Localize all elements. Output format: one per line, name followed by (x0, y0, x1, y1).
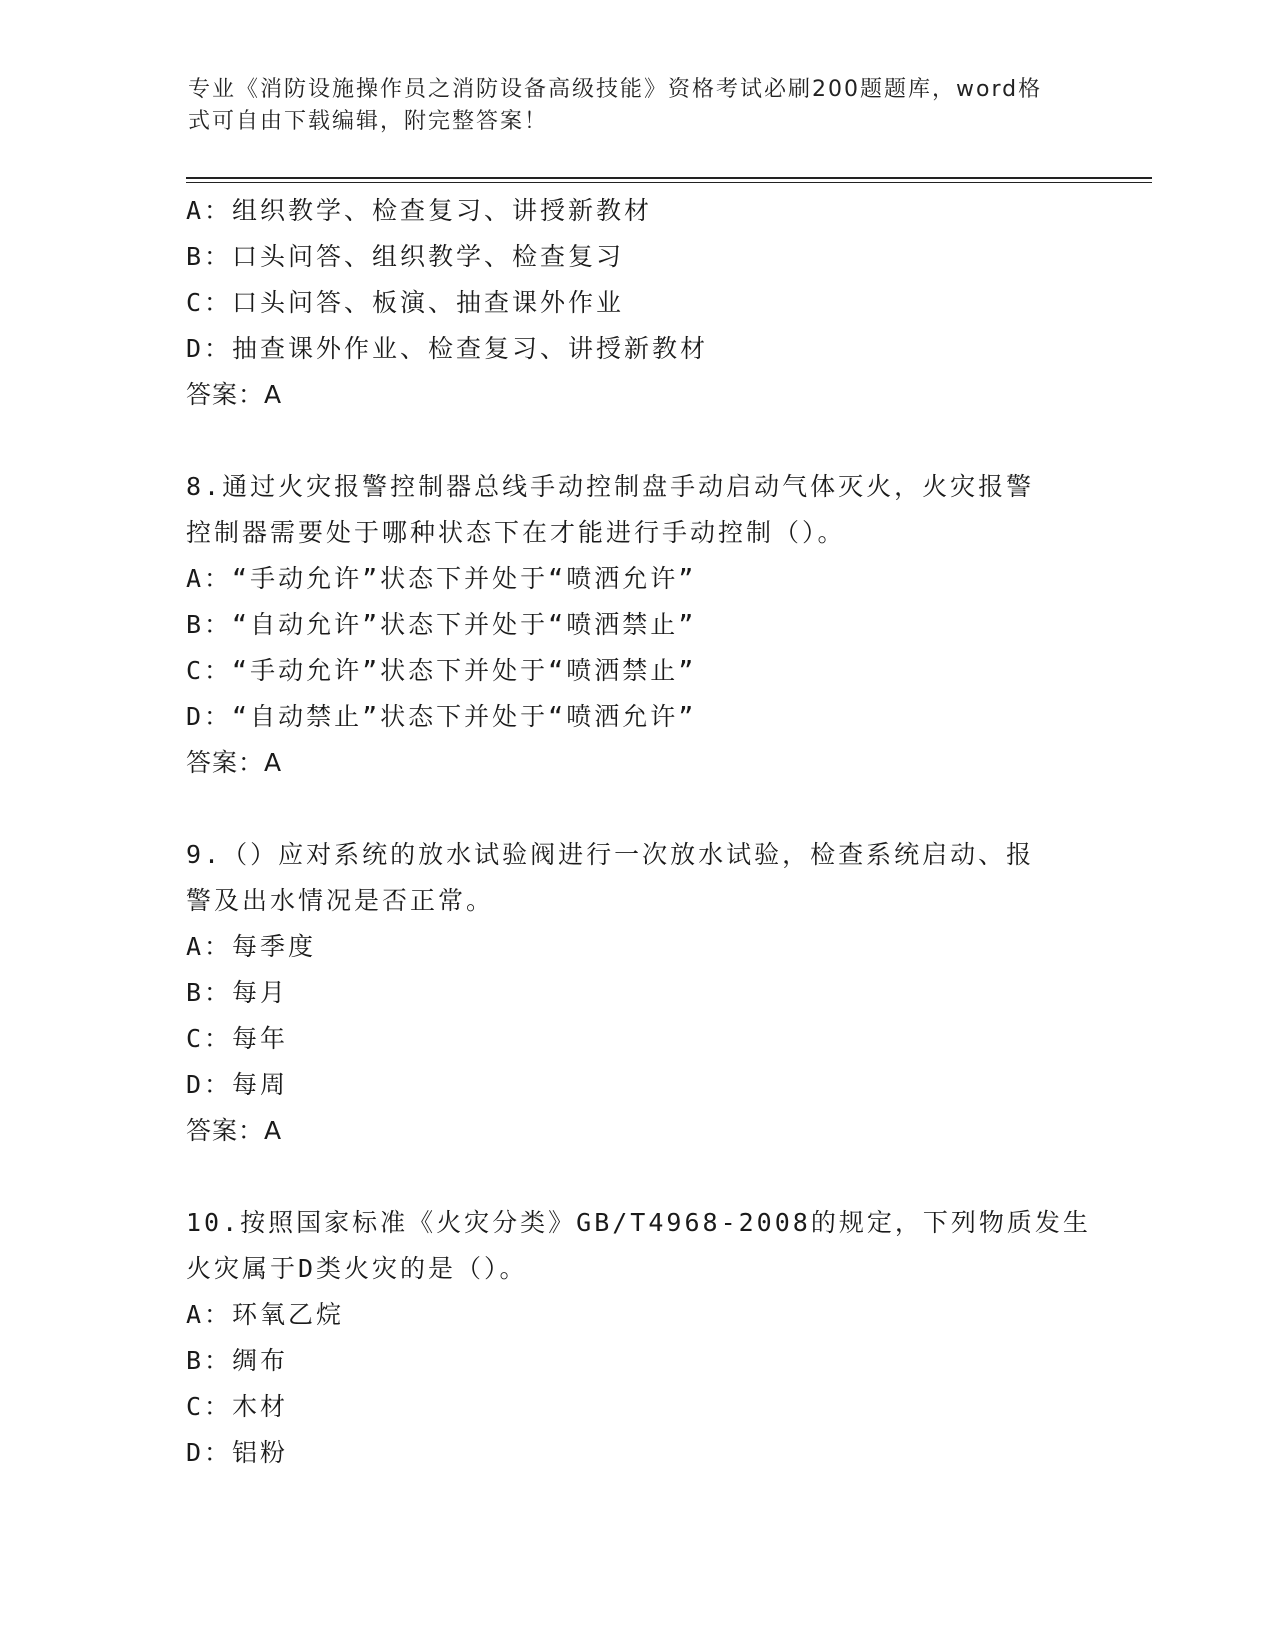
option-c: C：口头问答、板演、抽查课外作业 (186, 288, 625, 317)
option-d: D：铝粉 (186, 1438, 289, 1467)
header-line-1: 专业《消防设施操作员之消防设备高级技能》资格考试必刷200题题库，word格 (188, 77, 1043, 102)
question-list (186, 188, 1091, 1476)
question-spacer (186, 786, 1086, 832)
header-divider-thin (186, 182, 1152, 183)
header-line-2: 式可自由下载编辑，附完整答案！ (188, 109, 549, 134)
header-divider-thick (186, 177, 1152, 179)
question-spacer (186, 1154, 1086, 1200)
question-spacer (186, 418, 1086, 464)
question-stem: 9.（）应对系统的放水试验阀进行一次放水试验，检查系统启动、报 (186, 840, 1035, 869)
question-stem: 8.通过火灾报警控制器总线手动控制盘手动启动气体灭火，火灾报警 (186, 472, 1035, 501)
page-header (188, 74, 1068, 138)
question-7 (186, 188, 1086, 418)
question-10 (186, 1200, 1091, 1476)
option-d: D：“自动禁止”状态下并处于“喷洒允许” (186, 702, 697, 731)
answer: 答案：A (186, 380, 283, 409)
question-stem: 警及出水情况是否正常。 (186, 886, 495, 915)
answer: 答案：A (186, 1116, 283, 1145)
option-b: B：“自动允许”状态下并处于“喷洒禁止” (186, 610, 697, 639)
question-stem: 10.按照国家标准《火灾分类》GB/T4968-2008的规定，下列物质发生 (186, 1208, 1091, 1237)
question-8 (186, 464, 1086, 786)
option-c: C：“手动允许”状态下并处于“喷洒禁止” (186, 656, 697, 685)
answer: 答案：A (186, 748, 283, 777)
option-a: A：环氧乙烷 (186, 1300, 345, 1329)
question-9 (186, 832, 1086, 1154)
question-stem: 控制器需要处于哪种状态下在才能进行手动控制（）。 (186, 518, 846, 547)
option-a: A：组织教学、检查复习、讲授新教材 (186, 196, 653, 225)
option-d: D：每周 (186, 1070, 289, 1099)
option-b: B：口头问答、组织教学、检查复习 (186, 242, 625, 271)
option-b: B：每月 (186, 978, 289, 1007)
option-a: A：“手动允许”状态下并处于“喷洒允许” (186, 564, 697, 593)
question-stem: 火灾属于D类火灾的是（）。 (186, 1254, 528, 1283)
option-b: B：绸布 (186, 1346, 289, 1375)
option-d: D：抽查课外作业、检查复习、讲授新教材 (186, 334, 709, 363)
option-a: A：每季度 (186, 932, 317, 961)
option-c: C：木材 (186, 1392, 289, 1421)
option-c: C：每年 (186, 1024, 289, 1053)
